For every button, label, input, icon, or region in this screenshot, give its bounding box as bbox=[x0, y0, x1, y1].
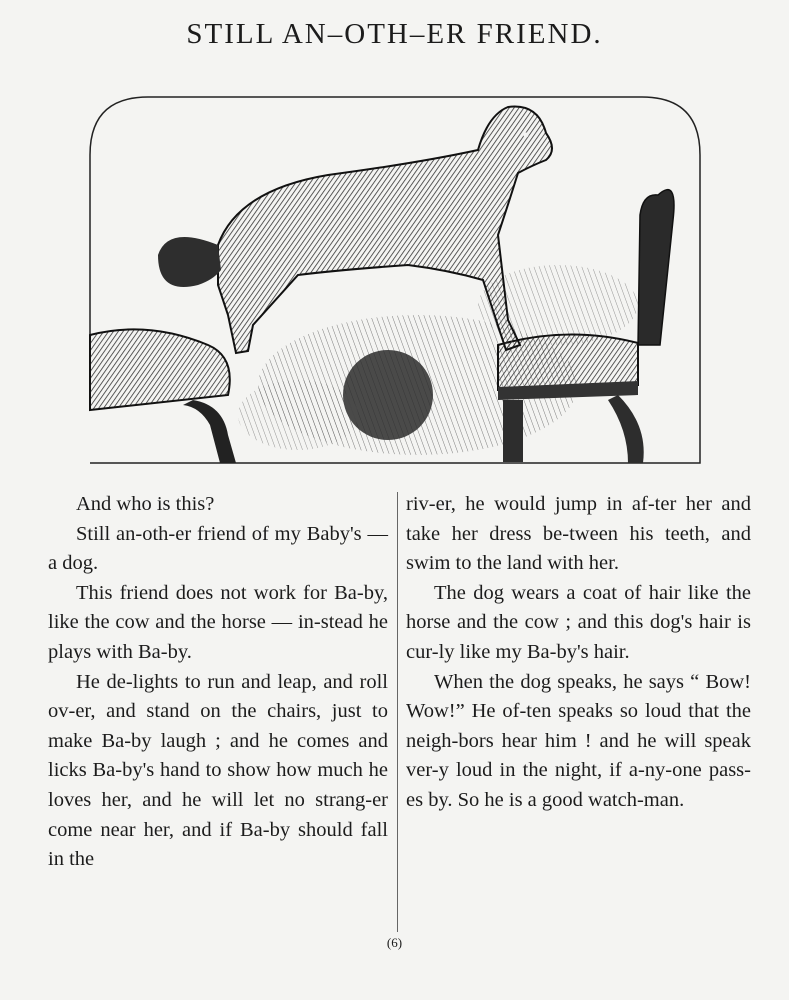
column-divider bbox=[397, 492, 398, 932]
left-column bbox=[48, 490, 388, 875]
dog-illustration bbox=[88, 95, 702, 465]
right-column bbox=[406, 490, 751, 816]
paragraph: When the dog speaks, he says “ Bow! Wow!” He of-ten speaks so loud that the neigh-bors hear him ! and he will speak ver-y loud in the night, if a-ny-one pass-es by. So he is a good watch-man. bbox=[406, 670, 751, 811]
paragraph: riv-er, he would jump in af-ter her and take her dress be-tween his teeth, and swim to the land with her. bbox=[406, 493, 751, 575]
paragraph: And who is this? bbox=[76, 493, 215, 515]
paragraph: The dog wears a coat of hair like the horse and the cow ; and this dog's hair is cur-ly like my Ba-by's hair. bbox=[406, 581, 751, 663]
paragraph: He de-lights to run and leap, and roll ov-er, and stand on the chairs, just to make Ba-by laugh ; and he comes and licks Ba-by's hand to show how much he loves her, and he will let no strang-er come near her, and if Ba-by should fall in the bbox=[48, 670, 388, 871]
paragraph: Still an-oth-er friend of my Baby's — a dog. bbox=[48, 522, 388, 575]
page-title: STILL AN–OTH–ER FRIEND. bbox=[186, 18, 603, 50]
page-number: (6) bbox=[386, 935, 403, 950]
paragraph: This friend does not work for Ba-by, like the cow and the horse — in-stead he plays with Ba-by. bbox=[48, 581, 388, 663]
